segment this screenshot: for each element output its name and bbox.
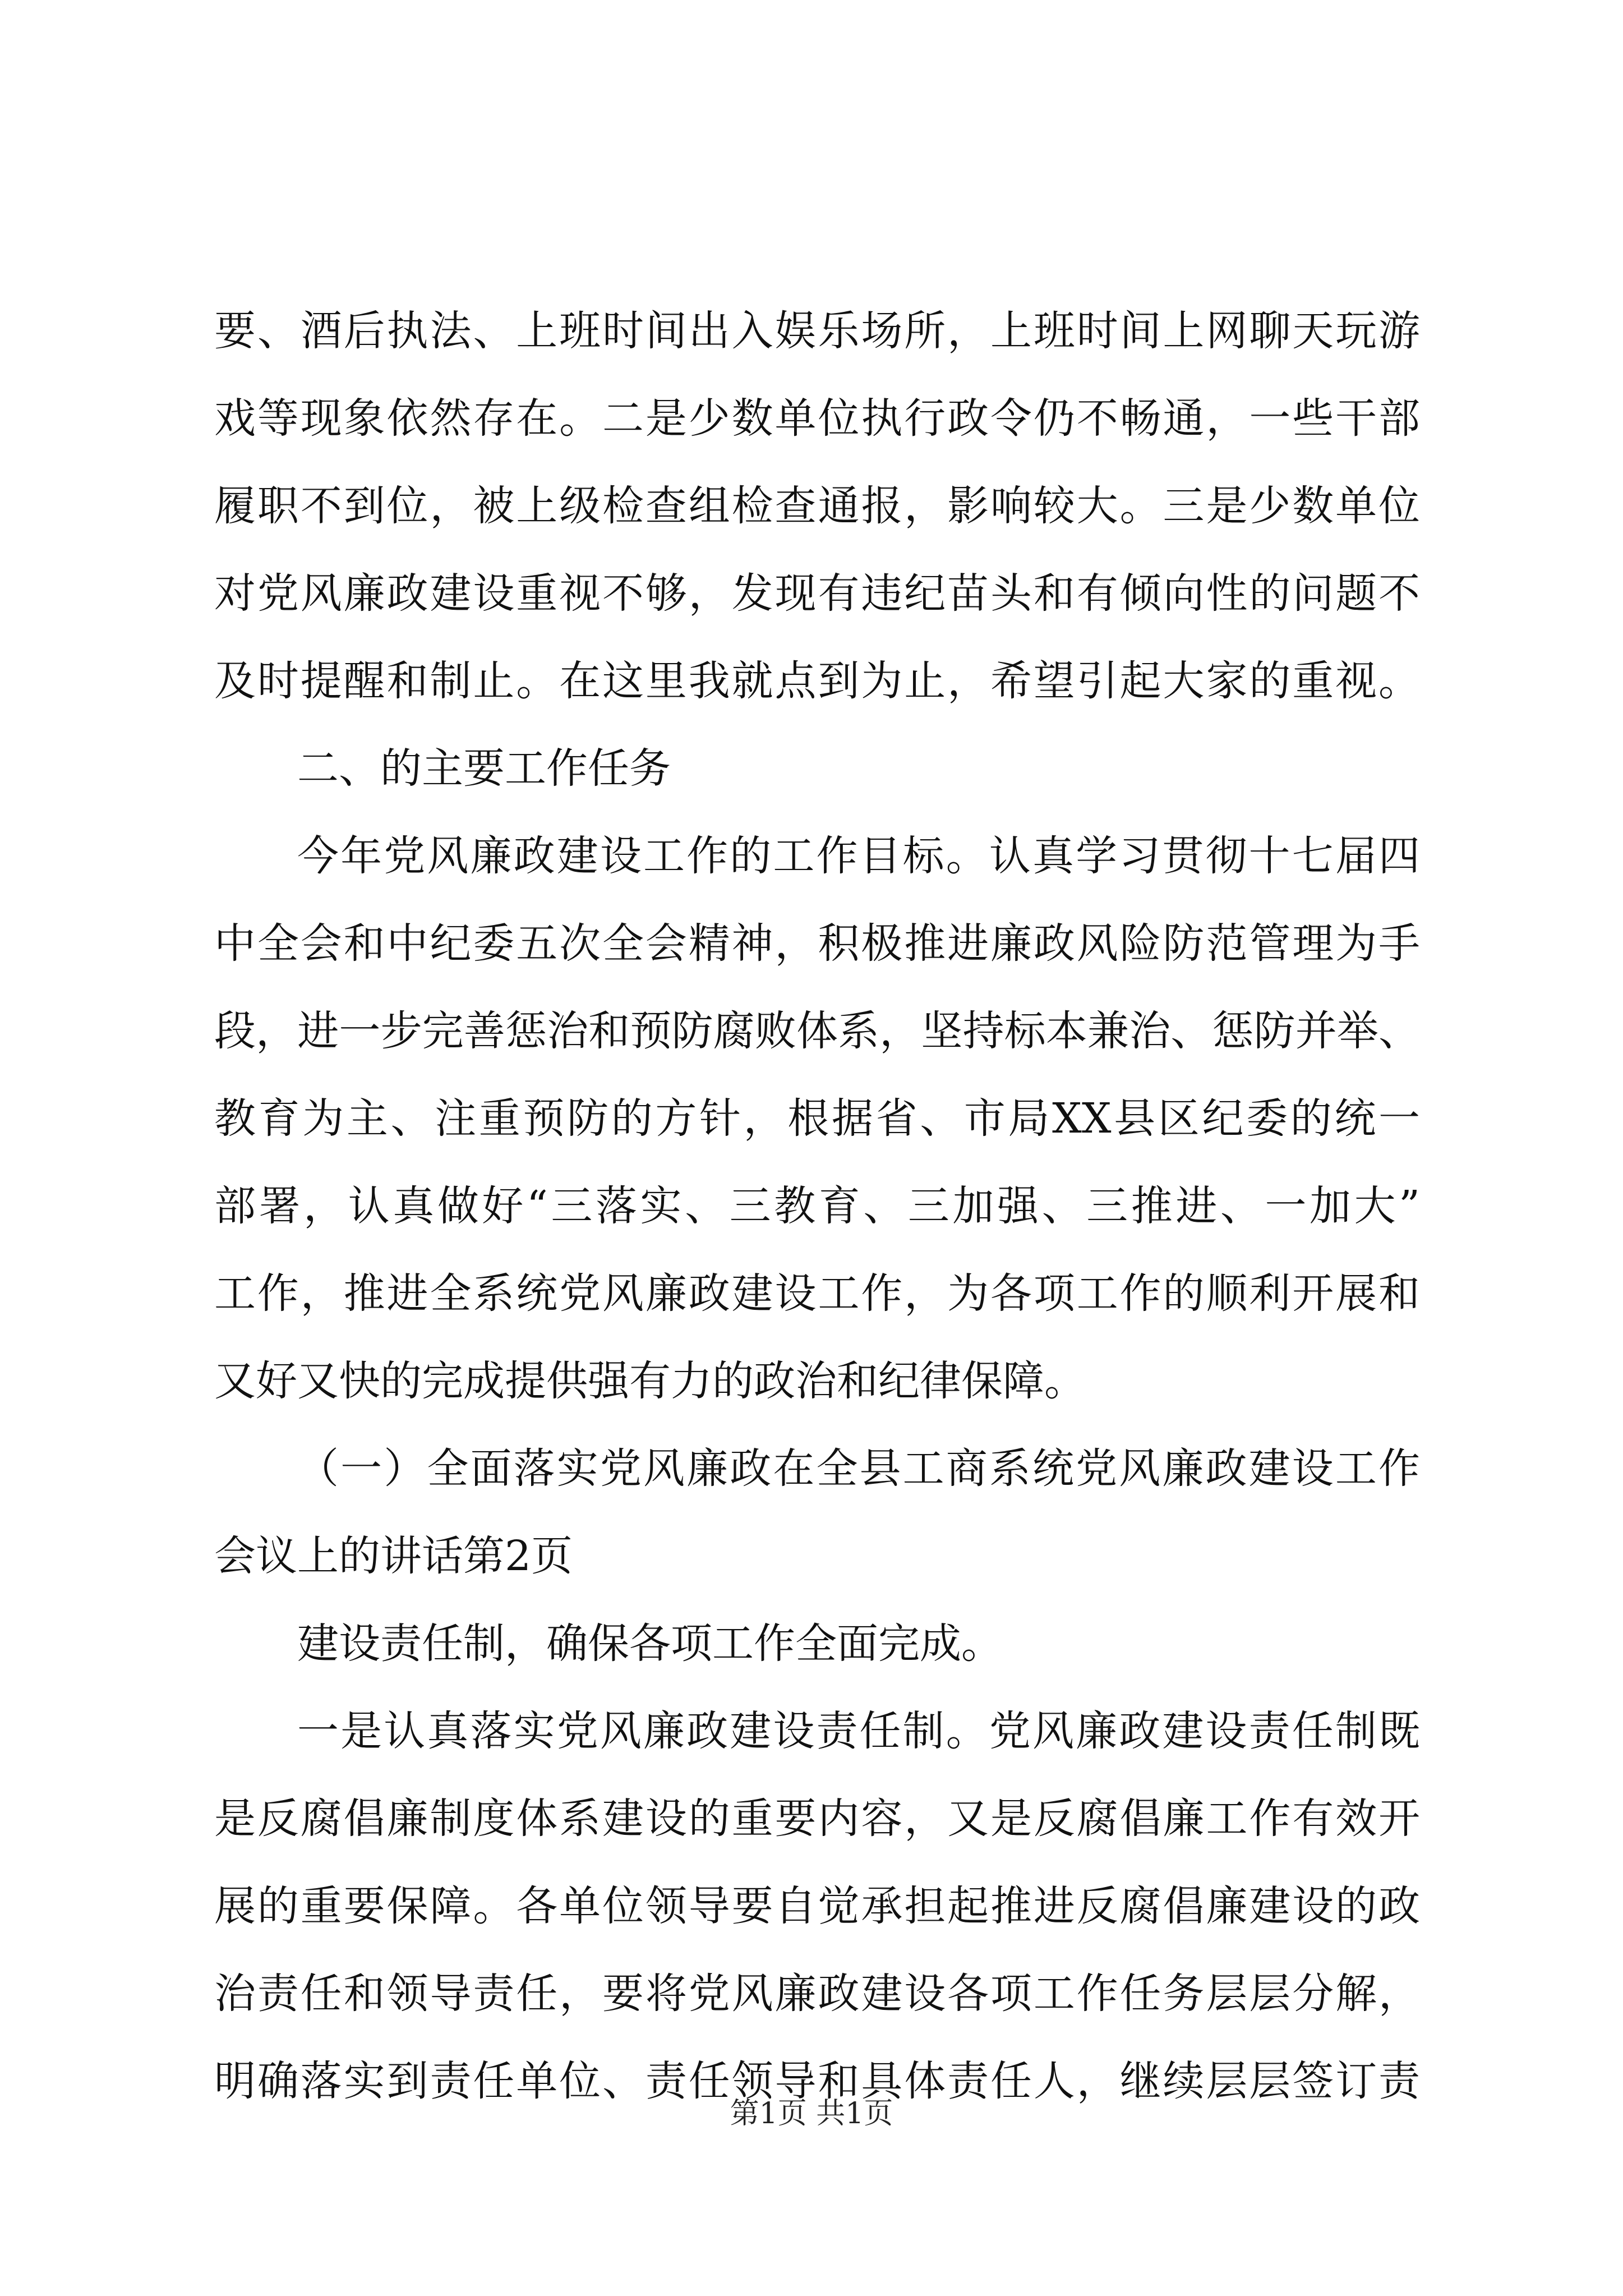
text-line: 戏等现象依然存在。二是少数单位执行政令仍不畅通，一些干部: [214, 394, 1420, 443]
text-line: 要、酒后执法、上班时间出入娱乐场所，上班时间上网聊天玩游: [214, 307, 1420, 355]
text-line: 一是认真落实党风廉政建设责任制。党风廉政建设责任制既: [297, 1707, 1420, 1755]
text-line: 建设责任制，确保各项工作全面完成。: [297, 1619, 1003, 1668]
text-line: 展的重要保障。各单位领导要自觉承担起推进反腐倡廉建设的政: [214, 1882, 1420, 1930]
text-line: 又好又快的完成提供强有力的政治和纪律保障。: [214, 1357, 1086, 1405]
text-line: 明确落实到责任单位、责任领导和具体责任人，继续层层签订责: [214, 2057, 1420, 2105]
text-line: 教育为主、注重预防的方针，根据省、市局XX县区纪委的统一: [214, 1094, 1420, 1143]
text-line: 中全会和中纪委五次全会精神，积极推进廉政风险防范管理为手: [214, 919, 1420, 968]
text-line: 今年党风廉政建设工作的工作目标。认真学习贯彻十七届四: [297, 832, 1420, 880]
text-line: 对党风廉政建设重视不够，发现有违纪苗头和有倾向性的问题不: [214, 569, 1420, 618]
page-number-footer: 第1页 共1页: [730, 2097, 893, 2131]
text-line: 及时提醒和制止。在这里我就点到为止，希望引起大家的重视。: [214, 657, 1420, 705]
text-line: 履职不到位，被上级检查组检查通报，影响较大。三是少数单位: [214, 482, 1420, 530]
text-line: 是反腐倡廉制度体系建设的重要内容，又是反腐倡廉工作有效开: [214, 1795, 1420, 1843]
document-body: [214, 287, 1420, 2125]
text-line: 治责任和领导责任，要将党风廉政建设各项工作任务层层分解，: [214, 1970, 1420, 2018]
text-line: 段，进一步完善惩治和预防腐败体系，坚持标本兼治、惩防并举、: [214, 1007, 1420, 1055]
text-line: 部署，认真做好“三落实、三教育、三加强、三推进、一加大”: [214, 1182, 1420, 1230]
subsection-heading: （一）全面落实党风廉政在全县工商系统党风廉政建设工作: [297, 1444, 1420, 1493]
subsection-heading-continued: 会议上的讲话第2页: [214, 1532, 573, 1580]
section-heading: 二、的主要工作任务: [297, 744, 671, 793]
text-line: 工作，推进全系统党风廉政建设工作，为各项工作的顺利开展和: [214, 1269, 1420, 1318]
